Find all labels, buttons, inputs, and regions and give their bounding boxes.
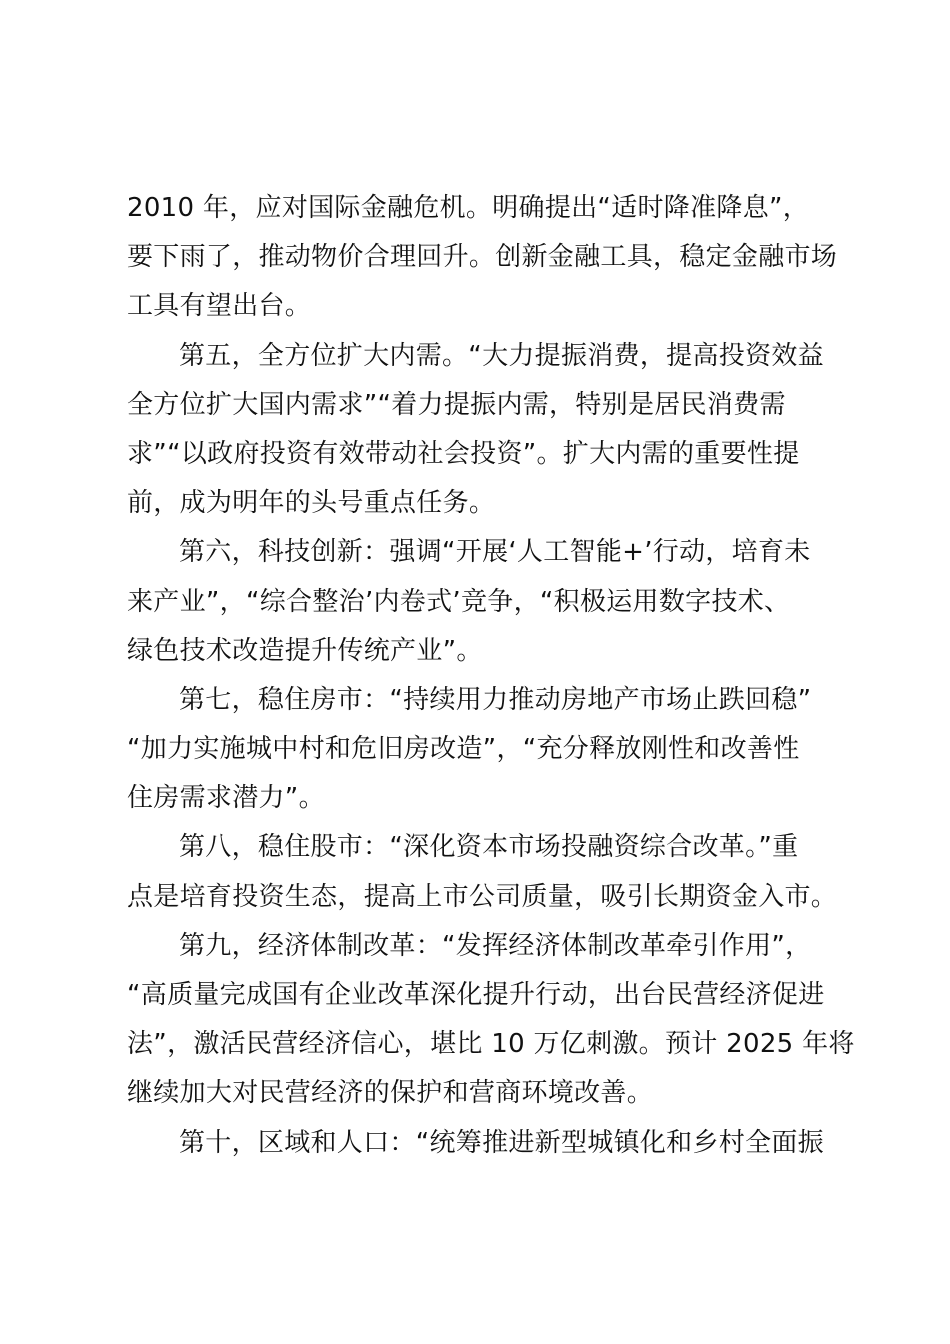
paragraph-tech-innovation [127, 528, 837, 676]
text-line: 全方位扩大国内需求”“着力提振内需，特别是居民消费需 [127, 389, 786, 420]
paragraph-economic-reform [127, 922, 855, 1119]
text-line: 绿色技术改造提升传统产业”。 [127, 635, 483, 666]
paragraph-stock-market [127, 823, 837, 921]
text-line: 住房需求潜力”。 [127, 783, 325, 814]
text-line: 2010 年，应对国际金融危机。明确提出“适时降准降息”， [127, 193, 810, 223]
paragraph-financial-crisis [127, 184, 837, 332]
text-line: 第七，稳住房市：“持续用力推动房地产市场止跌回稳” [179, 684, 812, 715]
document-body [127, 184, 855, 1168]
text-line: 来产业”，“综合整治’内卷式’竞争，“积极运用数字技术、 [127, 586, 791, 617]
paragraph-housing-market [127, 676, 837, 824]
text-line: 第六，科技创新：强调“开展‘人工智能+’行动，培育未 [179, 537, 811, 568]
text-line: 第九，经济体制改革：“发挥经济体制改革牵引作用”， [179, 930, 812, 961]
paragraph-region-population [127, 1119, 837, 1168]
text-line: 工具有望出台。 [127, 291, 312, 322]
text-line: “加力实施城中村和危旧房改造”，“充分释放刚性和改善性 [127, 734, 800, 765]
text-line: 第八，稳住股市：“深化资本市场投融资综合改革。”重 [179, 832, 799, 863]
text-line: 继续加大对民营经济的保护和营商环境改善。 [127, 1078, 654, 1109]
text-line: 求”“以政府投资有效带动社会投资”。扩大内需的重要性提 [127, 438, 800, 469]
text-line: 要下雨了，推动物价合理回升。创新金融工具，稳定金融市场 [127, 242, 838, 273]
text-line: 法”，激活民营经济信心，堪比 10 万亿刺激。预计 2025 年将 [127, 1029, 855, 1060]
text-line: 第五，全方位扩大内需。“大力提振消费，提高投资效益 [179, 340, 824, 371]
paragraph-domestic-demand [127, 332, 837, 529]
text-line: 点是培育投资生态，提高上市公司质量，吸引长期资金入市。 [127, 881, 838, 912]
text-line: 前，成为明年的头号重点任务。 [127, 488, 496, 519]
text-line: “高质量完成国有企业改革深化提升行动，出台民营经济促进 [127, 980, 825, 1010]
text-line: 第十，区域和人口：“统筹推进新型城镇化和乡村全面振 [179, 1127, 824, 1158]
